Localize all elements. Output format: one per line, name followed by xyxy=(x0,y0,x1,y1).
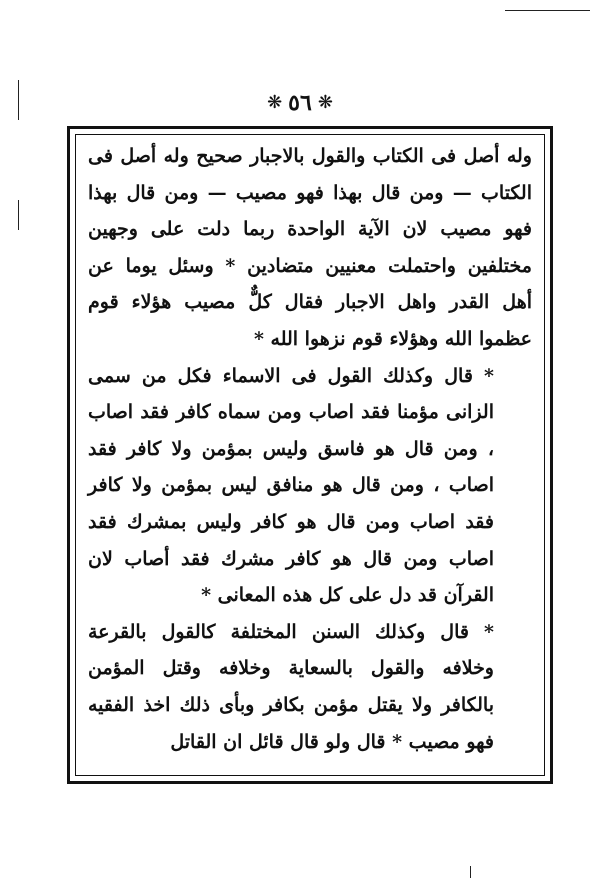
page-number: ٥٦ xyxy=(288,90,312,116)
paragraph: * قال وكذلك القول فى الاسماء فكل من سمى الزانى مؤمنا فقد اصاب ومن سماه كافر فقد اصاب ، ومن قال هو فاسق وليس بمؤمن ولا كافر فقد اصاب ، ومن قال هو منافق ليس بمؤمن ولا كافر فقد اصاب ومن قال هو كافر وليس بمشرك فقد اصاب ومن قال هو كافر مشرك فقد أصاب لان القرآن قد دل على كل هذه المعانى * xyxy=(88,364,494,607)
scan-edge-mark xyxy=(470,866,471,878)
page-body xyxy=(88,138,532,778)
scan-edge-line xyxy=(505,10,590,11)
page-header xyxy=(0,86,600,120)
paragraph: وله أصل فى الكتاب والقول بالاجبار صحيح وله أصل فى الكتاب — ومن قال بهذا فهو مصيب — ومن قال بهذا فهو مصيب لان الآية الواحدة ربما دلت على وجهين مختلفين واحتملت معنيين متضادين * وسئل يوما عن أهل القدر واهل الاجبار فقال كلٌّ مصيب هؤلاء قوم عظموا الله وهؤلاء قوم نزهوا الله * xyxy=(88,145,532,350)
ornament-right-icon: ❋ xyxy=(317,92,333,113)
scan-edge-mark xyxy=(18,200,19,230)
ornament-left-icon: ❋ xyxy=(267,92,283,113)
paragraph: * قال وكذلك السنن المختلفة كالقول بالقرعة وخلافه والقول بالسعاية وخلافه وقتل المؤمن بالكافر ولا يقتل مؤمن بكافر وبأى ذلك اخذ الفقيه فهو مصيب * قال ولو قال قائل ان القاتل xyxy=(88,620,494,753)
